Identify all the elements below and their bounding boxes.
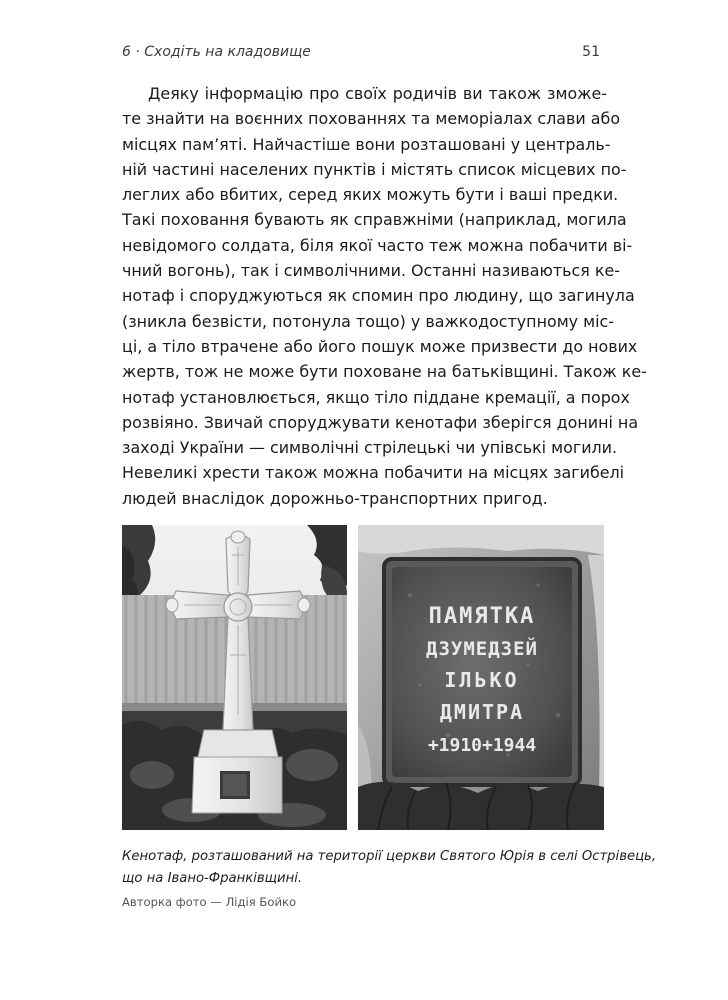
plaque-photo — [358, 525, 604, 830]
body-line: нотаф установлюється, якщо тіло піддане кремації, а порох — [122, 387, 630, 407]
body-line: заході України — символічні стрілецькі чи упівські могили. — [122, 438, 618, 458]
photo-credit: Авторка фото — Лідія Бойко — [122, 895, 297, 909]
running-header — [122, 44, 600, 64]
body-line: Деяку інформацію про своїх родичів ви також зможе- — [148, 84, 607, 103]
body-line: невідомого солдата, біля якої часто теж можна побачити ві- — [122, 235, 633, 255]
plaque-line: ІЛЬКО — [444, 668, 520, 692]
figure-caption — [122, 846, 657, 890]
body-line: розвіяно. Звичай споруджувати кенотафи зберігся донині на — [122, 412, 639, 432]
cross-photo — [122, 525, 347, 830]
body-paragraph — [122, 81, 647, 511]
plaque-line: ДМИТРА — [439, 700, 525, 724]
body-line: Невеликі хрести також можна побачити на місцях загибелі — [122, 463, 625, 483]
caption-line: Кенотаф, розташований на території церкви Святого Юрія в селі Острівець, — [122, 849, 657, 864]
body-line: ній частині населених пунктів і містять список місцевих по- — [122, 159, 627, 179]
body-line: людей внаслідок дорожньо-транспортних пригод. — [122, 488, 548, 508]
plaque-line: ПАМЯТКА — [428, 604, 536, 629]
body-line: (зникла безвісти, потонула тощо) у важкодоступному міс- — [122, 311, 615, 331]
body-line: ці, а тіло втрачене або його пошук може призвести до нових — [122, 336, 638, 356]
plaque-line: +1910+1944 — [427, 735, 537, 756]
body-line: Такі поховання бувають як справжніми (наприклад, могила — [122, 210, 627, 230]
page-number: 51 — [582, 44, 600, 60]
plaque-line: ДЗУМЕДЗЕЙ — [426, 638, 538, 660]
body-line: леглих або вбитих, серед яких можуть бути і ваші предки. — [122, 185, 619, 205]
caption-line: що на Івано-Франківщині. — [122, 871, 303, 886]
chapter-title: 6 · Сходіть на кладовище — [122, 44, 311, 60]
body-line: жертв, тож не може бути поховане на батьківщині. Також ке- — [122, 362, 647, 382]
body-line: те знайти на воєнних похованнях та меморіалах слави або — [122, 109, 621, 129]
body-line: місцях пам’яті. Найчастіше вони розташовані у централь- — [122, 134, 611, 154]
body-line: нотаф і споруджуються як спомин про людину, що загинула — [122, 286, 635, 306]
body-line: чний вогонь), так і символічними. Останні називаються ке- — [122, 261, 620, 281]
